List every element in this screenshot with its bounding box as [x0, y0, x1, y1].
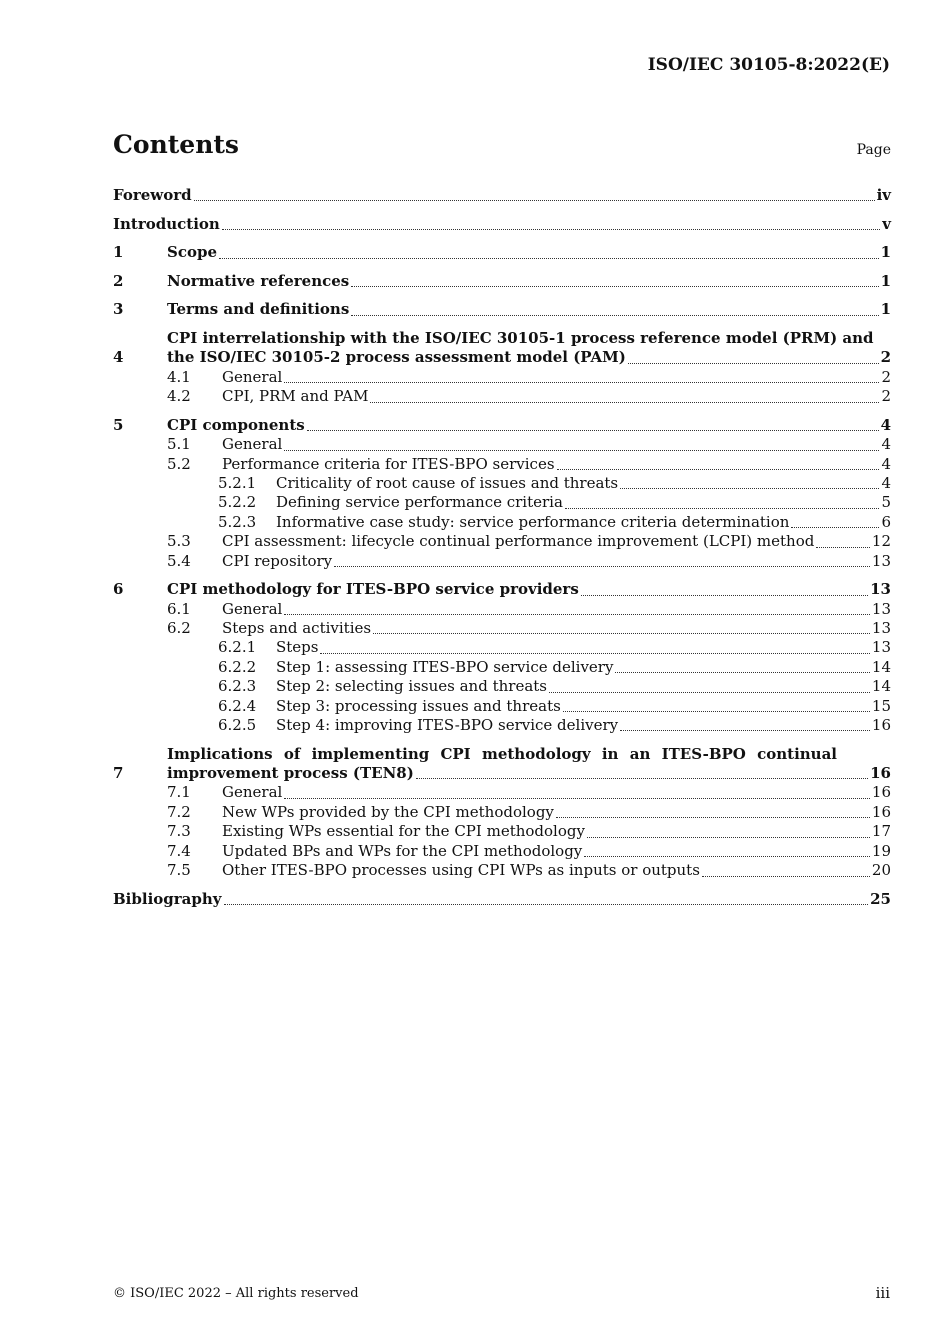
toc-entry-title-line-1: CPI interrelationship with the ISO/IEC 30105-1 process reference model (PRM) and	[167, 328, 874, 347]
toc-entry-page: 4	[880, 415, 891, 434]
toc-entry-5-4[interactable]	[113, 552, 891, 571]
toc-entry-title: Step 1: assessing ITES-BPO service delivery	[276, 657, 614, 676]
toc-entry-clause-7[interactable]	[113, 745, 891, 784]
toc-entry-page: 13	[871, 638, 891, 657]
toc-entry-page: 12	[871, 532, 891, 551]
toc-entry-6-2-1[interactable]	[113, 638, 891, 657]
toc-entry-number: 2	[113, 271, 124, 290]
toc-entry-number: 6.2.5	[218, 716, 257, 735]
toc-entry-title: General	[222, 435, 283, 454]
toc-entry-number: 7	[113, 764, 124, 783]
toc-entry-title-line-2: improvement process (TEN8)	[167, 764, 414, 783]
toc-entry-number: 6.2.1	[218, 638, 257, 657]
dot-leader	[557, 469, 880, 470]
page-column-label: Page	[856, 142, 891, 158]
toc-entry-title: Normative references	[167, 271, 350, 290]
toc-entry-page: 13	[871, 551, 891, 570]
toc-entry-page: 1	[880, 243, 891, 262]
dot-leader	[370, 402, 879, 403]
toc-entry-6-1[interactable]	[113, 600, 891, 619]
toc-entry-title: Step 4: improving ITES-BPO service delivery	[276, 716, 619, 735]
dot-leader	[284, 614, 870, 615]
toc-entry-5-3[interactable]	[113, 532, 891, 551]
dot-leader	[628, 363, 879, 364]
toc-entry-page: 4	[881, 474, 891, 492]
dot-leader	[334, 566, 870, 567]
toc-entry-number: 4	[113, 348, 124, 367]
dot-leader	[615, 672, 869, 673]
dot-leader	[307, 430, 879, 431]
toc-entry-introduction[interactable]	[113, 215, 891, 234]
dot-leader	[584, 856, 870, 857]
toc-entry-title: CPI, PRM and PAM	[222, 387, 369, 406]
toc-entry-page: 25	[870, 889, 891, 908]
toc-entry-7-5[interactable]	[113, 861, 891, 880]
dot-leader	[563, 711, 870, 712]
toc-entry-page: 19	[871, 841, 891, 860]
toc-entry-6-2-4[interactable]	[113, 697, 891, 716]
toc-entry-number: 5.2.2	[218, 493, 257, 512]
toc-entry-page: 5	[881, 493, 891, 512]
toc-entry-clause-2[interactable]	[113, 272, 891, 291]
dot-leader	[320, 653, 869, 654]
toc-entry-page: 16	[871, 802, 891, 821]
toc-entry-title: Terms and definitions	[167, 300, 350, 319]
table-of-contents	[113, 186, 891, 909]
toc-entry-page: 16	[871, 783, 891, 802]
toc-entry-title: CPI methodology for ITES-BPO service providers	[167, 580, 579, 599]
toc-entry-page: v	[882, 214, 891, 233]
copyright-notice: © ISO/IEC 2022 – All rights reserved	[113, 1286, 359, 1301]
toc-entry-title: CPI assessment: lifecycle continual performance improvement (LCPI) method	[222, 532, 815, 551]
toc-entry-title: Defining service performance criteria	[276, 493, 563, 512]
toc-entry-page: 6	[881, 512, 891, 531]
dot-leader	[351, 315, 878, 316]
dot-leader	[284, 450, 879, 451]
dot-leader	[219, 258, 879, 259]
toc-entry-number: 6.2	[167, 619, 191, 638]
toc-entry-page: iv	[876, 186, 891, 204]
toc-entry-4-2[interactable]	[113, 387, 891, 406]
toc-entry-title: Bibliography	[113, 889, 222, 908]
toc-entry-number: 5.3	[167, 532, 191, 551]
toc-entry-number: 3	[113, 300, 124, 319]
toc-entry-number: 5.2.3	[218, 512, 257, 531]
toc-entry-clause-1[interactable]	[113, 243, 891, 262]
toc-entry-5-2[interactable]	[113, 455, 891, 474]
dot-leader	[373, 633, 870, 634]
dot-leader	[816, 547, 870, 548]
toc-entry-5-2-2[interactable]	[113, 493, 891, 512]
toc-entry-page: 14	[871, 657, 891, 676]
toc-entry-page: 4	[881, 435, 891, 454]
dot-leader	[620, 488, 879, 489]
toc-entry-number: 7.1	[167, 783, 191, 802]
toc-entry-number: 6.2.4	[218, 696, 257, 715]
toc-entry-7-2[interactable]	[113, 803, 891, 822]
toc-entry-number: 7.3	[167, 822, 191, 841]
toc-entry-clause-4[interactable]	[113, 329, 891, 368]
toc-entry-foreword[interactable]	[113, 186, 891, 205]
toc-entry-title: Scope	[167, 243, 218, 262]
toc-entry-number: 6.1	[167, 599, 191, 618]
dot-leader	[565, 508, 880, 509]
toc-entry-title: Steps and activities	[222, 619, 372, 638]
toc-entry-title: Steps	[276, 638, 319, 657]
toc-entry-page: 15	[871, 696, 891, 715]
toc-entry-bibliography[interactable]	[113, 890, 891, 909]
toc-entry-7-1[interactable]	[113, 783, 891, 802]
toc-entry-clause-5[interactable]	[113, 416, 891, 435]
dot-leader	[556, 817, 870, 818]
toc-entry-title-line-2: the ISO/IEC 30105-2 process assessment model (PAM)	[167, 348, 626, 367]
toc-entry-title: Informative case study: service performance criteria determination	[276, 512, 790, 531]
toc-entry-title: Other ITES-BPO processes using CPI WPs as inputs or outputs	[222, 861, 700, 880]
toc-entry-title: General	[222, 367, 283, 386]
toc-entry-title: Performance criteria for ITES-BPO services	[222, 454, 555, 473]
toc-entry-page: 14	[871, 677, 891, 696]
toc-entry-page: 20	[871, 861, 891, 880]
toc-entry-page: 2	[881, 367, 891, 386]
toc-entry-number: 5.2	[167, 454, 191, 473]
toc-entry-number: 6.2.2	[218, 657, 257, 676]
toc-entry-page: 1	[880, 300, 891, 319]
toc-entry-title: Step 2: selecting issues and threats	[276, 677, 547, 696]
toc-entry-clause-6[interactable]	[113, 580, 891, 599]
toc-entry-number: 5	[113, 415, 124, 434]
toc-entry-title: Foreword	[113, 186, 192, 204]
toc-entry-number: 4.1	[167, 367, 191, 386]
toc-entry-number: 5.2.1	[218, 474, 257, 492]
toc-entry-number: 7.5	[167, 861, 191, 880]
toc-entry-number: 4.2	[167, 387, 191, 406]
toc-entry-5-1[interactable]	[113, 435, 891, 454]
toc-entry-title-line-1: Implications of implementing CPI methodology in an ITES-BPO continual	[167, 744, 837, 763]
contents-heading: Contents	[113, 130, 240, 159]
toc-entry-title: Introduction	[113, 214, 220, 233]
dot-leader	[194, 200, 875, 201]
dot-leader	[222, 229, 880, 230]
toc-entry-page: 13	[871, 599, 891, 618]
toc-entry-6-2-3[interactable]	[113, 677, 891, 696]
toc-entry-number: 7.2	[167, 802, 191, 821]
dot-leader	[791, 527, 879, 528]
dot-leader	[284, 798, 870, 799]
toc-entry-page: 2	[880, 348, 891, 367]
toc-entry-number: 1	[113, 243, 124, 262]
dot-leader	[549, 692, 870, 693]
toc-entry-page: 13	[871, 619, 891, 638]
toc-entry-page: 17	[871, 822, 891, 841]
toc-entry-page: 2	[881, 387, 891, 406]
dot-leader	[284, 382, 879, 383]
toc-entry-page: 16	[871, 716, 891, 735]
toc-entry-5-2-3[interactable]	[113, 513, 891, 532]
dot-leader	[224, 904, 869, 905]
page-number: iii	[875, 1284, 890, 1302]
toc-entry-title: Step 3: processing issues and threats	[276, 696, 561, 715]
toc-entry-page: 1	[880, 271, 891, 290]
toc-entry-title: General	[222, 599, 283, 618]
toc-entry-title: CPI components	[167, 415, 305, 434]
toc-entry-clause-3[interactable]	[113, 300, 891, 319]
toc-entry-page: 13	[870, 580, 891, 599]
dot-leader	[416, 778, 868, 779]
dot-leader	[351, 286, 878, 287]
toc-entry-6-2-5[interactable]	[113, 716, 891, 735]
toc-entry-4-1[interactable]	[113, 368, 891, 387]
document-identifier: ISO/IEC 30105-8:2022(E)	[647, 55, 890, 75]
toc-entry-6-2[interactable]	[113, 619, 891, 638]
toc-entry-number: 6	[113, 580, 124, 599]
toc-entry-7-4[interactable]	[113, 842, 891, 861]
toc-entry-title: Updated BPs and WPs for the CPI methodology	[222, 841, 583, 860]
toc-entry-number: 7.4	[167, 841, 191, 860]
toc-entry-title: New WPs provided by the CPI methodology	[222, 802, 554, 821]
toc-entry-page: 16	[870, 764, 891, 783]
toc-entry-5-2-1[interactable]	[113, 474, 891, 493]
toc-entry-title: General	[222, 783, 283, 802]
dot-leader	[587, 837, 870, 838]
toc-entry-title: Existing WPs essential for the CPI methodology	[222, 822, 585, 841]
toc-entry-number: 6.2.3	[218, 677, 257, 696]
toc-entry-number: 5.4	[167, 551, 191, 570]
toc-entry-page: 4	[881, 454, 891, 473]
dot-leader	[581, 595, 868, 596]
dot-leader	[620, 730, 870, 731]
toc-entry-title: Criticality of root cause of issues and threats	[276, 474, 619, 492]
toc-entry-7-3[interactable]	[113, 822, 891, 841]
toc-entry-number: 5.1	[167, 435, 191, 454]
toc-entry-6-2-2[interactable]	[113, 658, 891, 677]
toc-entry-title: CPI repository	[222, 551, 333, 570]
dot-leader	[702, 876, 870, 877]
